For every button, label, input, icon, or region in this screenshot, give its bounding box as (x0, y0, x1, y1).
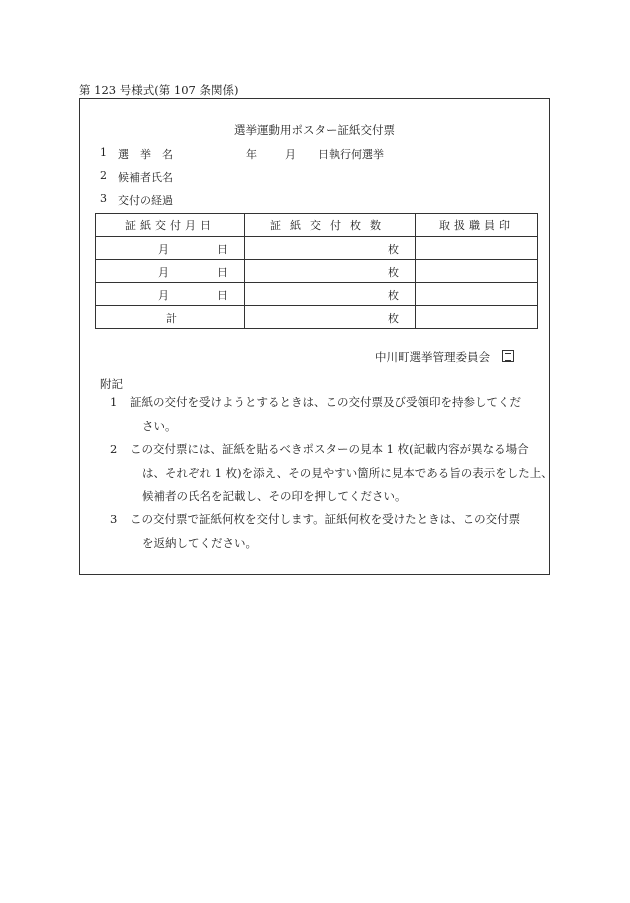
field-number-2: 2 (100, 169, 107, 182)
note-number: 3 (110, 512, 118, 526)
date-cell[interactable] (96, 260, 245, 283)
day-label: 日 (217, 243, 228, 256)
note-number: 1 (110, 395, 118, 409)
header-issue-date: 証紙交付月日 (96, 214, 245, 237)
count-unit-label: 枚 (388, 312, 399, 325)
note-line: を返納してください。 (142, 535, 257, 550)
issuer-block (375, 349, 514, 365)
election-month-label: 月 (285, 148, 296, 161)
count-cell[interactable] (245, 260, 416, 283)
election-year-label: 年 (246, 148, 257, 161)
day-label: 日 (217, 266, 228, 279)
note-item (104, 508, 534, 555)
note-line: 候補者の氏名を記載し、その印を押してください。 (142, 489, 407, 503)
form-frame (79, 98, 553, 575)
note-line: この交付票には、証紙を貼るべきポスターの見本 1 枚(記載内容が異なる場合 (130, 442, 529, 456)
seal-cell[interactable] (416, 283, 538, 306)
note-line: 証紙の交付を受けようとするときは、この交付票及び受領印を持参してくだ (130, 395, 521, 409)
table-row (96, 260, 538, 283)
note-line: この交付票で証紙何枚を交付します。証紙何枚を受けたときは、この交付票 (130, 512, 521, 526)
total-count-cell[interactable] (245, 306, 416, 329)
form-title: 選挙運動用ポスター証紙交付票 (234, 123, 395, 137)
notes-heading: 附記 (100, 377, 123, 391)
seal-cell[interactable] (416, 260, 538, 283)
table-header-row (96, 214, 538, 237)
date-cell[interactable] (96, 237, 245, 260)
date-cell[interactable] (96, 283, 245, 306)
count-unit-label: 枚 (388, 243, 399, 256)
total-label: 計 (166, 312, 177, 325)
field-number-1: 1 (100, 146, 107, 159)
note-line: さい。 (142, 418, 177, 433)
field-label-election-name: 選 挙 名 (118, 148, 173, 161)
count-cell[interactable] (245, 283, 416, 306)
note-number: 2 (110, 442, 118, 456)
field-number-3: 3 (100, 192, 107, 205)
issuance-table (95, 213, 538, 329)
seal-mark-icon (502, 350, 514, 362)
form-number: 第 123 号様式(第 107 条関係) (79, 83, 239, 97)
field-label-candidate-name: 候補者氏名 (118, 171, 173, 184)
count-cell[interactable] (245, 237, 416, 260)
month-label: 月 (158, 289, 169, 302)
note-line: は、それぞれ 1 枚)を添え、その見やすい箇所に見本である旨の表示をした上、 (142, 465, 553, 480)
header-issue-count: 証紙交付枚数 (245, 214, 416, 237)
table-row (96, 237, 538, 260)
election-day-label: 日執行何選挙 (318, 148, 384, 161)
note-item (104, 391, 534, 438)
field-label-issuance-history: 交付の経過 (118, 194, 173, 207)
total-label-cell (96, 306, 245, 329)
note-item (104, 438, 553, 509)
table-row (96, 283, 538, 306)
header-staff-seal: 取扱職員印 (416, 214, 538, 237)
seal-cell[interactable] (416, 237, 538, 260)
month-label: 月 (158, 266, 169, 279)
day-label: 日 (217, 289, 228, 302)
count-unit-label: 枚 (388, 289, 399, 302)
month-label: 月 (158, 243, 169, 256)
issuer-name: 中川町選挙管理委員会 (375, 350, 490, 364)
table-total-row (96, 306, 538, 329)
count-unit-label: 枚 (388, 266, 399, 279)
seal-cell[interactable] (416, 306, 538, 329)
